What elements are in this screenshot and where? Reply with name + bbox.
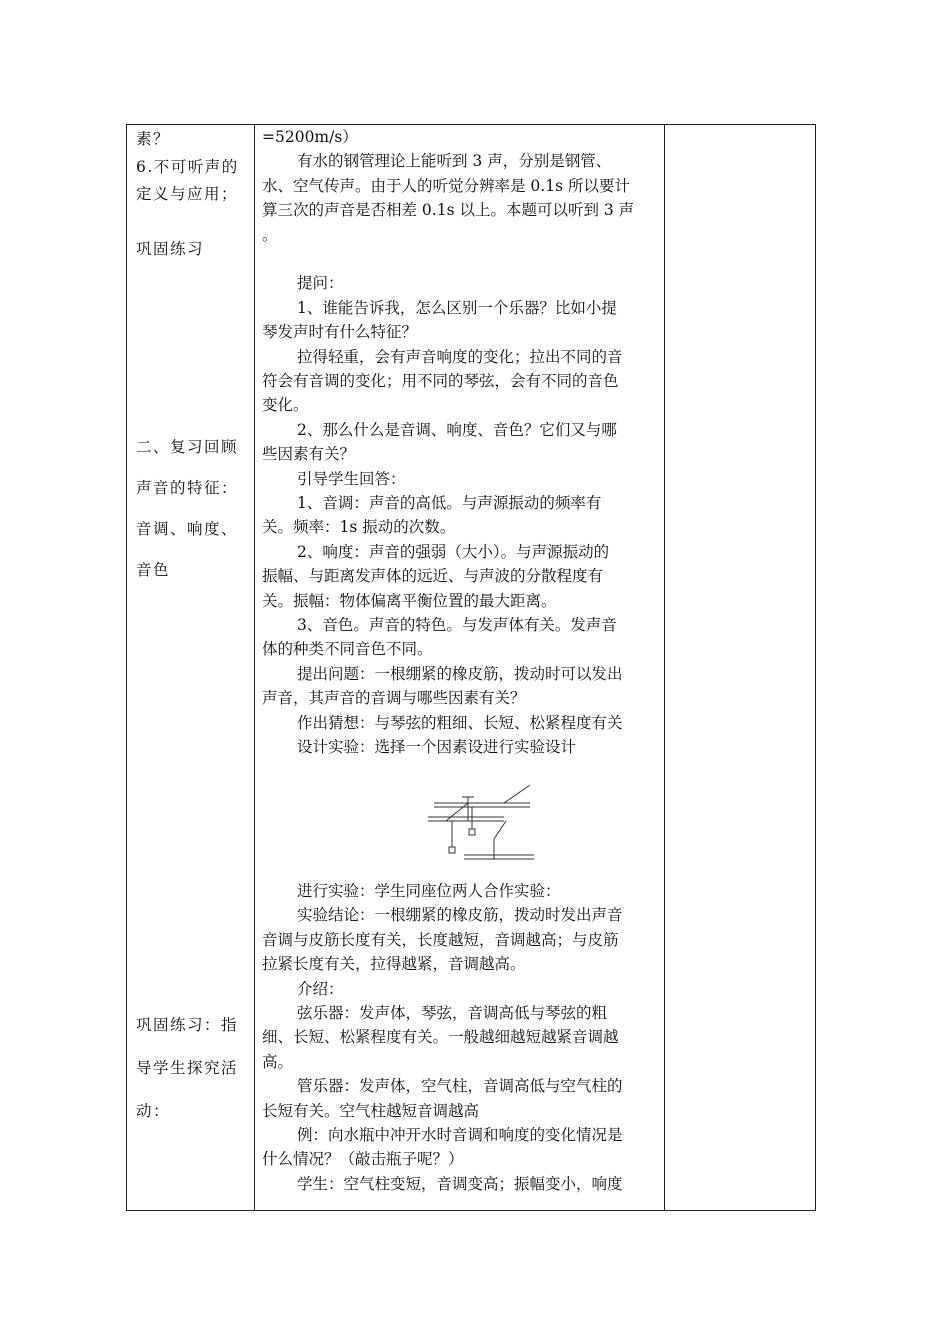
middle-line: 作出猜想：与琴弦的粗细、长短、松紧程度有关 <box>297 713 623 732</box>
left-line: 声音的特征： <box>136 479 239 497</box>
middle-line: 高。 <box>262 1052 294 1071</box>
left-line: 音调、响度、 <box>136 520 239 538</box>
middle-line: 些因素有关？ <box>262 445 356 464</box>
middle-column <box>254 125 665 1210</box>
middle-line: 提问： <box>297 274 344 293</box>
left-line: 音色 <box>136 561 171 579</box>
middle-line: 进行实验：学生同座位两人合作实验： <box>297 882 561 900</box>
middle-line: 。 <box>262 225 278 244</box>
middle-line: 关。频率：1s 振动的次数。 <box>262 518 456 537</box>
middle-line: 算三次的声音是否相差 0.1s 以上。本题可以听到 3 声 <box>262 201 635 220</box>
left-line: 巩固练习 <box>136 240 205 258</box>
left-column <box>127 125 255 1210</box>
middle-line: 设计实验：选择一个因素设进行实验设计 <box>297 738 577 756</box>
middle-line: 弦乐器：发声体，琴弦，音调高低与琴弦的粗 <box>297 1004 608 1022</box>
middle-line: 实验结论：一根绷紧的橡皮筋，拨动时发出声音 <box>297 906 623 925</box>
middle-line: 2、那么什么是音调、响度、音色？它们又与哪 <box>297 420 617 439</box>
middle-line: =5200m/s） <box>262 128 358 146</box>
left-line: 定义与应用； <box>136 185 239 203</box>
left-line: 素？ <box>136 130 171 148</box>
middle-line: 2、响度：声音的强弱（大小）。与声源振动的 <box>297 542 610 561</box>
middle-line: 细、长短、松紧程度有关。一般越细越短越紧音调越 <box>262 1028 619 1047</box>
middle-line: 管乐器：发声体，空气柱，音调高低与空气柱的 <box>297 1077 623 1096</box>
middle-line: 1、音调：声音的高低。与声源振动的频率有 <box>297 494 602 512</box>
left-line: 导学生探究活 <box>136 1059 239 1077</box>
left-line: 6.不可听声的 <box>136 157 239 176</box>
middle-line: 介绍： <box>297 979 344 998</box>
left-line: 二、复习回顾 <box>136 438 239 456</box>
middle-line: 3、音色。声音的特色。与发声体有关。发声音 <box>297 616 617 634</box>
middle-line: 什么情况？（敲击瓶子呢？） <box>262 1150 464 1169</box>
middle-line: 拉紧长度有关，拉得越紧，音调越高。 <box>262 955 526 974</box>
middle-line: 音调与皮筋长度有关，长度越短，音调越高；与皮筋 <box>262 930 619 949</box>
left-line: 动： <box>136 1102 171 1120</box>
lesson-table <box>126 124 816 1211</box>
middle-line: 体的种类不同音色不同。 <box>262 640 433 659</box>
middle-line: 水、空气传声。由于人的听觉分辨率是 0.1s 所以要计 <box>262 176 630 195</box>
middle-line: 例：向水瓶中冲开水时音调和响度的变化情况是 <box>297 1126 623 1144</box>
middle-line: 声音，其声音的音调与哪些因素有关？ <box>262 689 526 708</box>
middle-line: 变化。 <box>262 396 309 415</box>
middle-line: 学生：空气柱变短，音调变高；振幅变小，响度 <box>297 1174 623 1193</box>
middle-line: 1、谁能告诉我，怎么区别一个乐器？比如小提 <box>297 298 617 317</box>
left-line: 巩固练习：指 <box>136 1016 239 1034</box>
right-column <box>665 125 815 1210</box>
middle-line: 拉得轻重，会有声音响度的变化；拉出不同的音 <box>297 347 623 366</box>
middle-line: 有水的钢管理论上能听到 3 声，分别是钢管、 <box>297 152 612 171</box>
middle-line: 关。振幅：物体偏离平衡位置的最大距离。 <box>262 591 557 610</box>
string-experiment-figure <box>424 777 534 867</box>
middle-line: 振幅、与距离发声体的远近、与声波的分散程度有 <box>262 567 604 586</box>
middle-line: 引导学生回答： <box>297 469 406 488</box>
middle-line: 提出问题：一根绷紧的橡皮筋，拨动时可以发出 <box>297 664 623 683</box>
middle-line: 琴发声时有什么特征？ <box>262 323 418 342</box>
middle-line: 长短有关。空气柱越短音调越高 <box>262 1101 480 1120</box>
middle-line: 符会有音调的变化；用不同的琴弦，会有不同的音色 <box>262 372 619 390</box>
